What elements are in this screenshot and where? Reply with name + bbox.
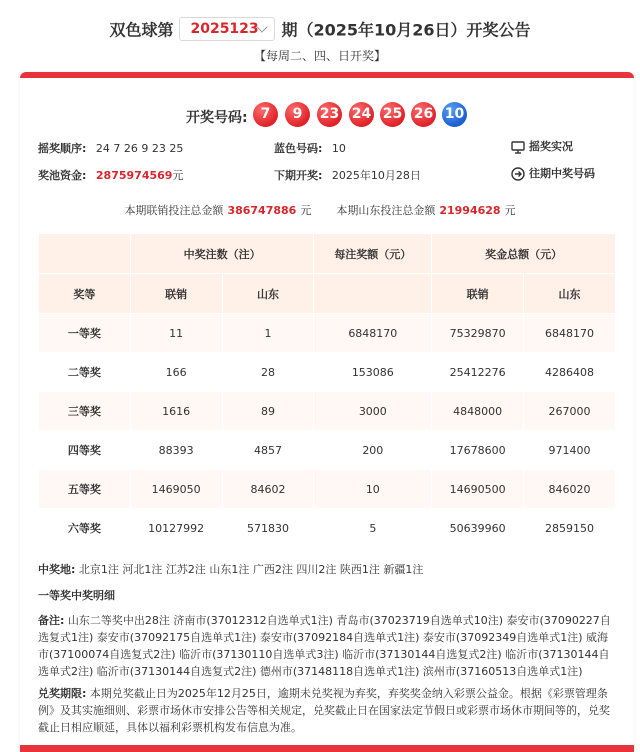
shandong-sales-value: 21994628: [439, 204, 501, 217]
table-row: [39, 509, 616, 548]
draw-order-label: 摇奖顺序:: [38, 142, 87, 155]
live-draw-label: 摇奖实况: [529, 140, 573, 153]
count-national: 11: [130, 314, 222, 353]
red-ball: 24: [349, 102, 374, 127]
draw-order: [38, 140, 183, 156]
winning-regions: [38, 561, 616, 578]
count-national: 1469050: [130, 470, 222, 509]
total-national: 4848000: [432, 392, 524, 431]
per-prize: 153086: [314, 353, 432, 392]
prize-level: 一等奖: [39, 314, 131, 353]
total-national: 75329870: [432, 314, 524, 353]
count-shandong: 89: [222, 392, 314, 431]
th-count: 中奖注数（注）: [130, 234, 314, 274]
history-label: 往期中奖号码: [529, 167, 595, 180]
sales-summary: [0, 202, 640, 218]
bottom-bar: [20, 745, 634, 752]
page-title: [0, 17, 640, 41]
notes-label: 备注:: [38, 614, 65, 627]
winning-numbers: [0, 102, 640, 128]
prize-level: 三等奖: [39, 392, 131, 431]
table-row: [39, 353, 616, 392]
winning-regions-label: 中奖地:: [38, 563, 76, 576]
th-level: 奖等: [39, 274, 131, 314]
th-spacer: [39, 234, 131, 274]
per-prize: 5: [314, 509, 432, 548]
red-ball: 26: [411, 102, 436, 127]
jackpot-pool: [38, 167, 183, 183]
issue-value: 2025123: [190, 21, 259, 37]
prize-level: 五等奖: [39, 470, 131, 509]
total-shandong: 267000: [524, 392, 616, 431]
page-header: [0, 0, 640, 68]
jackpot-unit: 元: [172, 169, 184, 182]
count-national: 166: [130, 353, 222, 392]
redeem-deadline: [38, 685, 616, 736]
national-sales-unit: 元: [300, 204, 312, 217]
blue-number: [274, 140, 346, 156]
th-per-blank: [314, 274, 432, 314]
notes-text: 山东二等奖中出28注 济南市(37012312自选单式1注) 青岛市(37023719自选单式10注) 泰安市(37090227自选复式1注) 泰安市(37092175自选单式1注) 泰安市(37092184自选单式1注) 泰安市(37092349自选单式1注) 威海市(37100074自选复式2注) 临沂市(37130110自选单式3注) 临沂市(37130144自选复式2注) 临沂市(37130144自选单式2注) 临沂市(37130144自选复式2注) 德州市(37148118自选单式1注) 滨州市(37160513自选单式1注): [38, 614, 611, 678]
red-ball: 9: [285, 102, 310, 127]
prize-table: [38, 233, 616, 548]
th-count-shandong: 山东: [222, 274, 314, 314]
table-row: [39, 392, 616, 431]
total-shandong: 846020: [524, 470, 616, 509]
table-row: [39, 470, 616, 509]
th-total: 奖金总额（元）: [432, 234, 616, 274]
total-national: 50639960: [432, 509, 524, 548]
jackpot-label: 奖池资金:: [38, 169, 87, 182]
per-prize: 10: [314, 470, 432, 509]
red-ball: 23: [317, 102, 342, 127]
first-prize-detail-title: 一等奖中奖明细: [38, 589, 115, 602]
notes: [38, 612, 616, 680]
th-per: 每注奖额（元）: [314, 234, 432, 274]
national-sales-value: 386747886: [227, 204, 297, 217]
redeem-deadline-label: 兑奖期限:: [38, 687, 87, 700]
th-total-national: 联销: [432, 274, 524, 314]
count-shandong: 571830: [222, 509, 314, 548]
total-shandong: 971400: [524, 431, 616, 470]
live-draw-link[interactable]: [511, 138, 573, 154]
total-national: 14690500: [432, 470, 524, 509]
issue-select[interactable]: [179, 17, 275, 41]
blue-ball: 10: [442, 102, 467, 127]
history-link[interactable]: [511, 165, 595, 181]
blue-number-value: 10: [331, 142, 346, 155]
monitor-icon: [511, 141, 525, 154]
national-sales-label: 本期联销投注总金额: [124, 204, 224, 217]
title-prefix: 双色球第: [109, 20, 174, 40]
total-shandong: 2859150: [524, 509, 616, 548]
total-shandong: 4286408: [524, 353, 616, 392]
th-total-shandong: 山东: [524, 274, 616, 314]
shandong-sales-unit: 元: [504, 204, 516, 217]
redeem-deadline-text: 本期兑奖截止日为2025年12月25日，逾期未兑奖视为弃奖，弃奖奖金纳入彩票公益金。根据《彩票管理条例》及其实施细则、彩票市场休市安排公告等相关规定，兑奖截止日在国家法定节假日或彩票市场休市期间等的，兑奖截止日相应顺延，具体以福利彩票机构发布信息为准。: [38, 687, 610, 734]
shandong-sales-label: 本期山东投注总金额: [336, 204, 436, 217]
draw-order-value: 24 7 26 9 23 25: [95, 142, 184, 155]
draw-schedule: 【每周二、四、日开奖】: [253, 49, 386, 63]
jackpot-value: 2875974569: [95, 169, 173, 182]
per-prize: 200: [314, 431, 432, 470]
red-ball: 7: [253, 102, 278, 127]
prize-level: 二等奖: [39, 353, 131, 392]
total-national: 25412276: [432, 353, 524, 392]
first-prize-detail: [38, 587, 616, 604]
next-draw-value: 2025年10月28日: [331, 169, 421, 182]
prize-level: 四等奖: [39, 431, 131, 470]
per-prize: 6848170: [314, 314, 432, 353]
table-row: [39, 431, 616, 470]
arrow-circle-icon: [511, 167, 525, 181]
total-shandong: 6848170: [524, 314, 616, 353]
next-draw-label: 下期开奖:: [274, 169, 323, 182]
count-shandong: 4857: [222, 431, 314, 470]
winning-regions-text: 北京1注 河北1注 江苏2注 山东1注 广西2注 四川2注 陕西1注 新疆1注: [78, 563, 424, 576]
blue-number-label: 蓝色号码:: [274, 142, 323, 155]
prize-level: 六等奖: [39, 509, 131, 548]
title-suffix: 期（2025年10月26日）开奖公告: [281, 20, 531, 40]
red-ball: 25: [380, 102, 405, 127]
count-shandong: 84602: [222, 470, 314, 509]
table-row: [39, 314, 616, 353]
count-national: 10127992: [130, 509, 222, 548]
next-draw: [274, 167, 421, 183]
count-national: 88393: [130, 431, 222, 470]
th-count-national: 联销: [130, 274, 222, 314]
per-prize: 3000: [314, 392, 432, 431]
winning-numbers-label: 开奖号码:: [186, 110, 248, 126]
count-national: 1616: [130, 392, 222, 431]
count-shandong: 28: [222, 353, 314, 392]
total-national: 17678600: [432, 431, 524, 470]
count-shandong: 1: [222, 314, 314, 353]
